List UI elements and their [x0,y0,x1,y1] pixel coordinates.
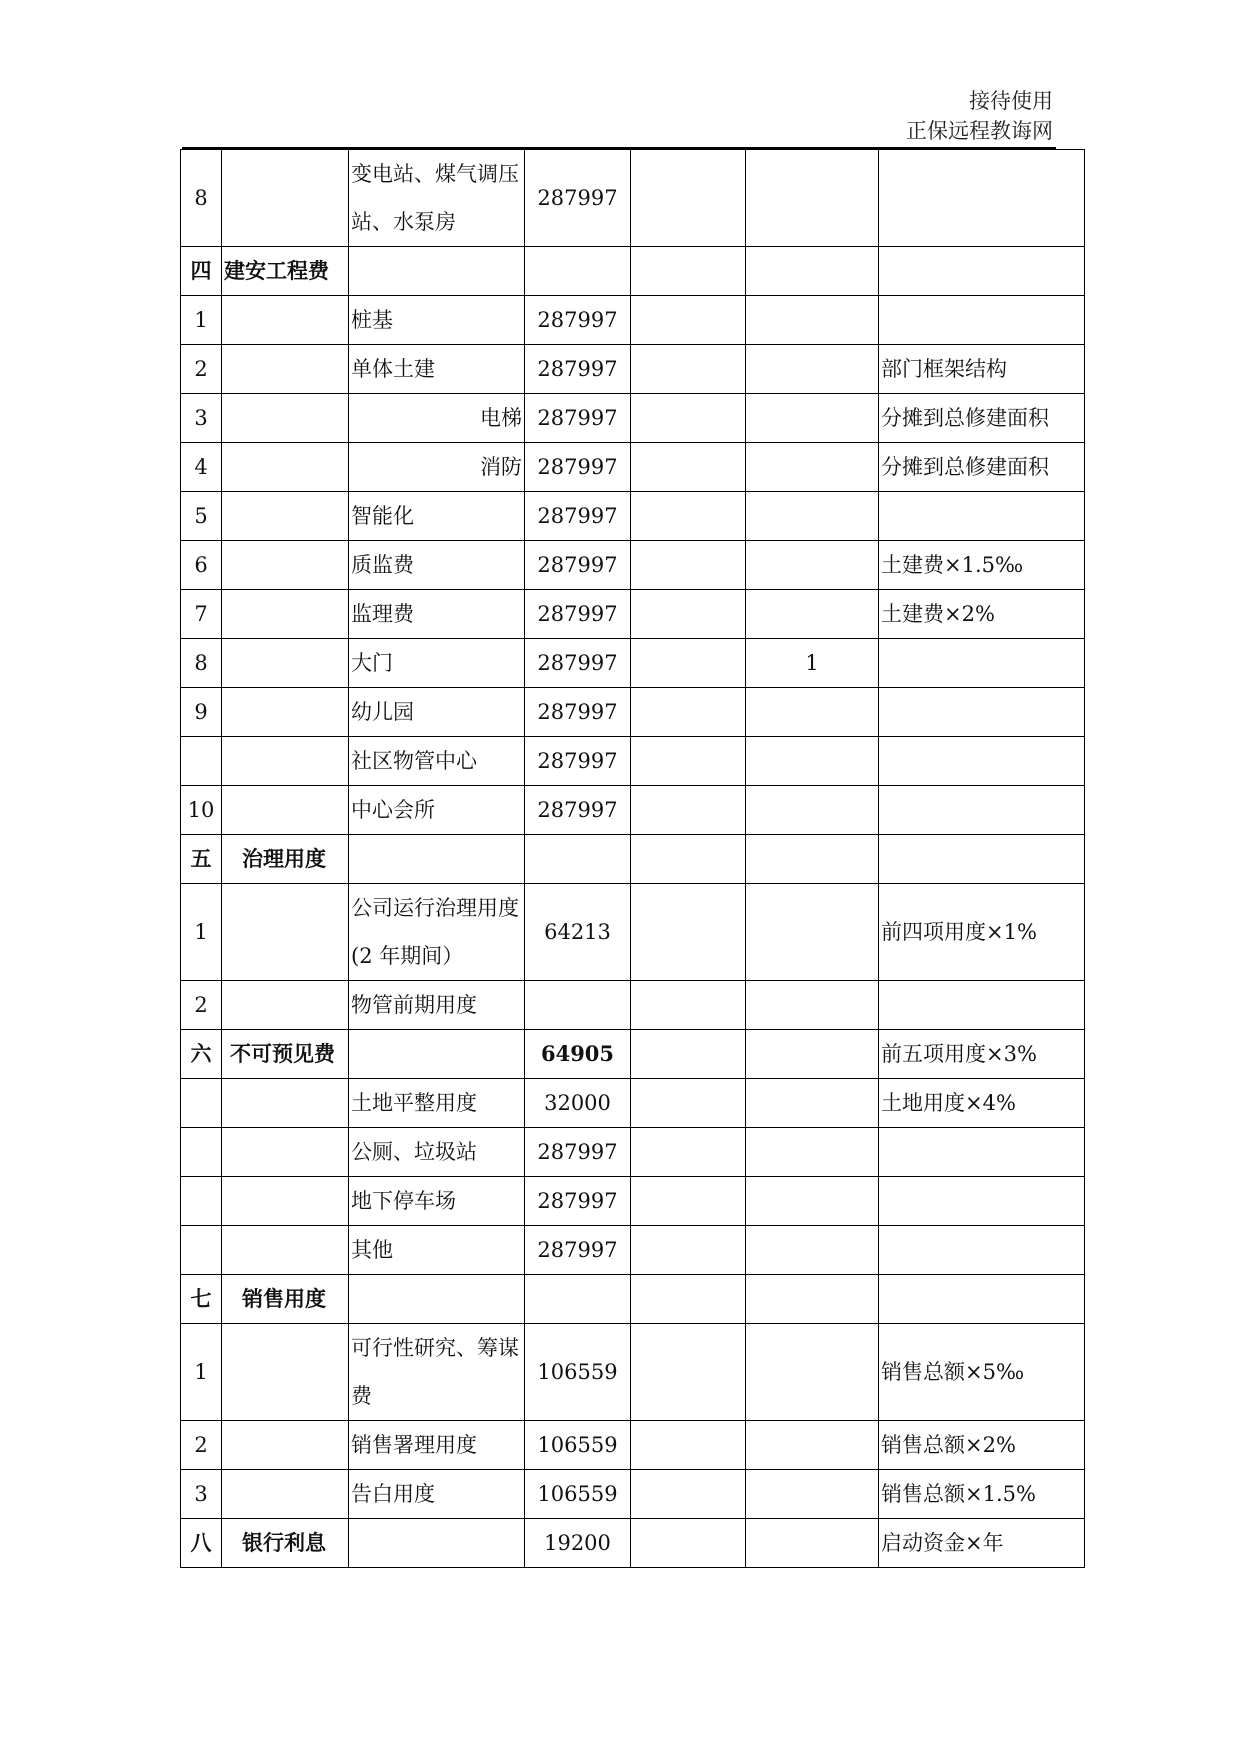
row-number: 2 [181,1421,222,1470]
column-5-cell [631,1519,746,1568]
amount-cell: 106559 [525,1470,631,1519]
row-number: 3 [181,1470,222,1519]
amount-cell: 287997 [525,1226,631,1275]
item-name: 电梯 [349,394,525,443]
amount-cell [525,835,631,884]
column-5-cell [631,443,746,492]
row-number: 1 [181,296,222,345]
column-6-cell [746,835,879,884]
amount-cell: 287997 [525,786,631,835]
section-title [222,737,349,786]
section-row [181,1030,1085,1079]
row-number [181,1128,222,1177]
table-row [181,737,1085,786]
amount-cell: 106559 [525,1324,631,1421]
amount-cell: 287997 [525,688,631,737]
column-6-cell [746,737,879,786]
note-cell [879,786,1085,835]
row-number: 3 [181,394,222,443]
column-5-cell [631,639,746,688]
item-name [349,1030,525,1079]
item-name: 幼儿园 [349,688,525,737]
item-name: 变电站、煤气调压站、水泵房 [349,150,525,247]
section-title: 建安工程费 [222,247,349,296]
column-6-cell [746,688,879,737]
column-5-cell [631,1128,746,1177]
section-number: 五 [181,835,222,884]
note-cell: 前四项用度×1% [879,884,1085,981]
section-title [222,688,349,737]
amount-cell: 287997 [525,1128,631,1177]
section-title [222,590,349,639]
cost-table [180,149,1085,1568]
item-name: 消防 [349,443,525,492]
note-cell: 销售总额×5‰ [879,1324,1085,1421]
item-name: 桩基 [349,296,525,345]
column-6-cell [746,492,879,541]
item-name: 土地平整用度 [349,1079,525,1128]
item-name: 质监费 [349,541,525,590]
page-header [906,86,1053,146]
section-number: 六 [181,1030,222,1079]
column-5-cell [631,786,746,835]
table-row [181,296,1085,345]
note-cell: 前五项用度×3% [879,1030,1085,1079]
column-5-cell [631,150,746,247]
column-6-cell [746,394,879,443]
column-6-cell [746,150,879,247]
row-number [181,1226,222,1275]
column-6-cell [746,1226,879,1275]
amount-cell: 287997 [525,443,631,492]
section-row [181,1519,1085,1568]
column-6-cell [746,786,879,835]
row-number [181,1079,222,1128]
section-title [222,541,349,590]
column-6-cell [746,247,879,296]
note-cell [879,1226,1085,1275]
section-title [222,492,349,541]
note-cell [879,835,1085,884]
section-title [222,981,349,1030]
amount-cell: 287997 [525,1177,631,1226]
section-number: 八 [181,1519,222,1568]
section-title [222,884,349,981]
column-6-cell [746,1421,879,1470]
column-5-cell [631,296,746,345]
column-6-cell [746,590,879,639]
column-5-cell [631,737,746,786]
amount-cell [525,1275,631,1324]
column-5-cell [631,1079,746,1128]
section-title [222,1470,349,1519]
table-row [181,443,1085,492]
column-6-cell [746,345,879,394]
section-title [222,786,349,835]
item-name [349,1519,525,1568]
section-title [222,296,349,345]
column-6-cell [746,1079,879,1128]
note-cell [879,1177,1085,1226]
table-row [181,541,1085,590]
item-name: 其他 [349,1226,525,1275]
item-name: 大门 [349,639,525,688]
table-row [181,981,1085,1030]
section-title [222,639,349,688]
column-5-cell [631,492,746,541]
table-row [181,492,1085,541]
amount-cell: 287997 [525,541,631,590]
note-cell [879,1275,1085,1324]
note-cell: 分摊到总修建面积 [879,443,1085,492]
amount-cell: 287997 [525,492,631,541]
row-number: 7 [181,590,222,639]
column-6-cell [746,296,879,345]
amount-cell: 287997 [525,394,631,443]
section-title [222,345,349,394]
column-5-cell [631,1030,746,1079]
table-row [181,1324,1085,1421]
amount-cell [525,247,631,296]
column-5-cell [631,1226,746,1275]
section-title [222,1177,349,1226]
table-row [181,1226,1085,1275]
note-cell [879,981,1085,1030]
item-name: 公司运行治理用度(2 年期间） [349,884,525,981]
amount-cell: 287997 [525,590,631,639]
note-cell: 分摊到总修建面积 [879,394,1085,443]
row-number: 8 [181,639,222,688]
item-name [349,835,525,884]
row-number: 6 [181,541,222,590]
column-6-cell [746,1519,879,1568]
header-line-2: 正保远程教诲网 [906,119,1053,143]
item-name: 告白用度 [349,1470,525,1519]
item-name: 智能化 [349,492,525,541]
note-cell: 启动资金×年 [879,1519,1085,1568]
section-row [181,1275,1085,1324]
note-cell [879,247,1085,296]
note-cell: 销售总额×2% [879,1421,1085,1470]
item-name [349,247,525,296]
column-5-cell [631,394,746,443]
note-cell: 土建费×1.5‰ [879,541,1085,590]
column-5-cell [631,590,746,639]
table-row [181,345,1085,394]
table-row [181,1470,1085,1519]
item-name: 中心会所 [349,786,525,835]
item-name: 可行性研究、筹谋费 [349,1324,525,1421]
note-cell: 土地用度×4% [879,1079,1085,1128]
column-5-cell [631,345,746,394]
column-5-cell [631,1177,746,1226]
column-5-cell [631,1275,746,1324]
row-number: 8 [181,150,222,247]
amount-cell: 64905 [525,1030,631,1079]
amount-cell: 32000 [525,1079,631,1128]
section-title [222,443,349,492]
section-title [222,394,349,443]
row-number: 1 [181,1324,222,1421]
amount-cell: 64213 [525,884,631,981]
column-6-cell [746,981,879,1030]
amount-cell: 287997 [525,150,631,247]
column-6-cell [746,1324,879,1421]
item-name: 单体土建 [349,345,525,394]
column-5-cell [631,1470,746,1519]
row-number: 5 [181,492,222,541]
section-number: 七 [181,1275,222,1324]
amount-cell: 287997 [525,639,631,688]
amount-cell: 287997 [525,296,631,345]
row-number: 10 [181,786,222,835]
column-6-cell [746,1128,879,1177]
table-row [181,1177,1085,1226]
item-name: 社区物管中心 [349,737,525,786]
table-row [181,1079,1085,1128]
table-row [181,590,1085,639]
section-title [222,1128,349,1177]
item-name: 销售署理用度 [349,1421,525,1470]
row-number: 9 [181,688,222,737]
column-6-cell [746,541,879,590]
column-6-cell [746,1275,879,1324]
note-cell [879,639,1085,688]
section-title: 不可预见费 [222,1030,349,1079]
column-5-cell [631,247,746,296]
section-title [222,150,349,247]
column-5-cell [631,884,746,981]
note-cell [879,296,1085,345]
table-row [181,394,1085,443]
section-title [222,1226,349,1275]
column-6-cell [746,1030,879,1079]
amount-cell [525,981,631,1030]
column-5-cell [631,1324,746,1421]
section-number: 四 [181,247,222,296]
item-name: 地下停车场 [349,1177,525,1226]
note-cell [879,150,1085,247]
note-cell [879,688,1085,737]
row-number [181,737,222,786]
column-6-cell: 1 [746,639,879,688]
section-title [222,1421,349,1470]
item-name: 监理费 [349,590,525,639]
row-number: 4 [181,443,222,492]
column-6-cell [746,1177,879,1226]
table-row [181,884,1085,981]
column-6-cell [746,1470,879,1519]
item-name: 物管前期用度 [349,981,525,1030]
column-6-cell [746,884,879,981]
header-line-1: 接待使用 [969,89,1053,113]
note-cell: 销售总额×1.5% [879,1470,1085,1519]
column-5-cell [631,835,746,884]
row-number: 2 [181,981,222,1030]
note-cell: 土建费×2% [879,590,1085,639]
section-title [222,1079,349,1128]
table-row [181,1128,1085,1177]
table-row [181,150,1085,247]
table-row [181,639,1085,688]
table-row [181,1421,1085,1470]
section-title [222,1324,349,1421]
amount-cell: 287997 [525,345,631,394]
note-cell [879,1128,1085,1177]
section-title: 治理用度 [222,835,349,884]
note-cell [879,737,1085,786]
table-row [181,688,1085,737]
column-5-cell [631,688,746,737]
table-row [181,786,1085,835]
column-6-cell [746,443,879,492]
row-number: 1 [181,884,222,981]
column-5-cell [631,541,746,590]
column-5-cell [631,1421,746,1470]
section-row [181,835,1085,884]
section-title: 销售用度 [222,1275,349,1324]
row-number: 2 [181,345,222,394]
item-name [349,1275,525,1324]
amount-cell: 19200 [525,1519,631,1568]
section-title: 银行利息 [222,1519,349,1568]
column-5-cell [631,981,746,1030]
note-cell [879,492,1085,541]
amount-cell: 106559 [525,1421,631,1470]
amount-cell: 287997 [525,737,631,786]
section-row [181,247,1085,296]
row-number [181,1177,222,1226]
note-cell: 部门框架结构 [879,345,1085,394]
item-name: 公厕、垃圾站 [349,1128,525,1177]
